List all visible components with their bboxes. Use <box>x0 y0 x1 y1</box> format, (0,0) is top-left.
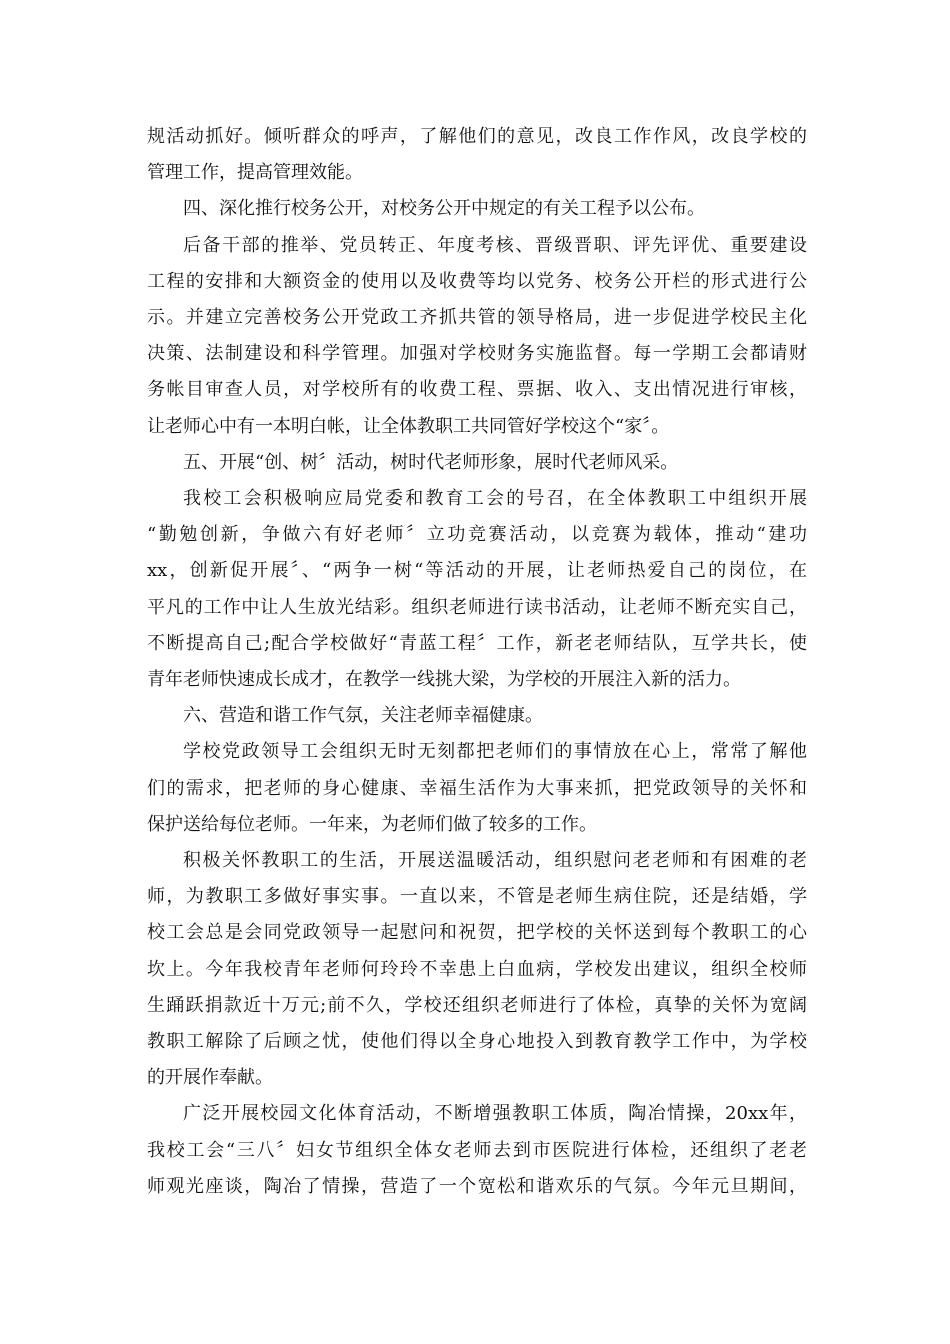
paragraph <box>147 1096 807 1205</box>
text-line: 管理工作，提高管理效能。 <box>147 162 363 184</box>
text-line: 我校工会积极响应局党委和教育工会的号召，在全体教职工中组织开展 <box>183 488 807 510</box>
paragraph <box>147 119 807 191</box>
text-line: 青年老师快速成长成才，在教学一线挑大梁，为学校的开展注入新的活力。 <box>147 669 741 691</box>
text-line: xx，创新促开展〞、“两争一树“等活动的开展，让老师热爱自己的岗位，在 <box>147 560 807 582</box>
text-line: 保护送给每位老师。一年来，为老师们做了较多的工作。 <box>147 813 597 835</box>
text-line: 五、开展“创、树〞活动，树时代老师形象，展时代老师风采。 <box>183 451 679 473</box>
text-line: 不断提高自己;配合学校做好“青蓝工程〞工作，新老老师结队，互学共长，使 <box>147 632 807 654</box>
text-line: “勤勉创新，争做六有好老师〞立功竞赛活动，以竞赛为载体，推动“建功 <box>147 524 807 546</box>
text-line: 规活动抓好。倾听群众的呼声，了解他们的意见，改良工作作风，改良学校的 <box>147 126 807 147</box>
text-line: 的开展作奉献。 <box>147 1067 273 1089</box>
paragraph <box>147 734 807 843</box>
text-line: 教职工解除了后顾之忧，使他们得以全身心地投入到教育教学工作中，为学校 <box>147 1031 807 1053</box>
document-page <box>147 119 807 1205</box>
text-line: 我校工会“三八〞妇女节组织全体女老师去到市医院进行体检，还组织了老老 <box>147 1139 807 1161</box>
text-line: 四、深化推行校务公开，对校务公开中规定的有关工程予以公布。 <box>183 198 705 220</box>
text-line: 校工会总是会同党政领导一起慰问和祝贺，把学校的关怀送到每个教职工的心 <box>147 922 807 944</box>
text-line: 师，为教职工多做好事实事。一直以来，不管是老师生病住院，还是结婚，学 <box>147 886 807 908</box>
text-line: 广泛开展校园文化体育活动，不断增强教职工体质，陶冶情操，20xx年， <box>183 1103 807 1125</box>
paragraph <box>147 481 807 698</box>
paragraph <box>147 843 807 1096</box>
text-line: 们的需求，把老师的身心健康、幸福生活作为大事来抓，把党政领导的关怀和 <box>147 777 807 799</box>
text-line: 学校党政领导工会组织无时无刻都把老师们的事情放在心上，常常了解他 <box>183 741 807 763</box>
text-line: 六、营造和谐工作气氛，关注老师幸福健康。 <box>183 705 543 727</box>
text-line: 积极关怀教职工的生活，开展送温暖活动，组织慰问老老师和有困难的老 <box>183 850 807 872</box>
text-line: 平凡的工作中让人生放光结彩。组织老师进行读书活动，让老师不断充实自己， <box>147 596 807 618</box>
text-line: 师观光座谈，陶冶了情操，营造了一个宽松和谐欢乐的气氛。今年元旦期间， <box>147 1175 807 1197</box>
text-line: 后备干部的推举、党员转正、年度考核、晋级晋职、评先评优、重要建设 <box>183 234 807 256</box>
text-line: 坎上。今年我校青年老师何玲玲不幸患上白血病，学校发出建议，组织全校师 <box>147 958 807 980</box>
text-line: 工程的安排和大额资金的使用以及收费等均以党务、校务公开栏的形式进行公 <box>147 270 807 292</box>
paragraph <box>147 228 807 445</box>
paragraph <box>147 445 807 481</box>
text-line: 务帐目审查人员，对学校所有的收费工程、票据、收入、支出情况进行审核， <box>147 379 807 401</box>
text-line: 生踊跃捐款近十万元;前不久，学校还组织老师进行了体检，真挚的关怀为宽阔 <box>147 994 807 1016</box>
text-line: 示。并建立完善校务公开党政工齐抓共管的领导格局，进一步促进学校民主化 <box>147 307 807 329</box>
text-line: 让老师心中有一本明白帐，让全体教职工共同管好学校这个“家〞。 <box>147 415 670 437</box>
paragraph <box>147 191 807 227</box>
paragraph <box>147 698 807 734</box>
text-line: 决策、法制建设和科学管理。加强对学校财务实施监督。每一学期工会都请财 <box>147 343 807 365</box>
